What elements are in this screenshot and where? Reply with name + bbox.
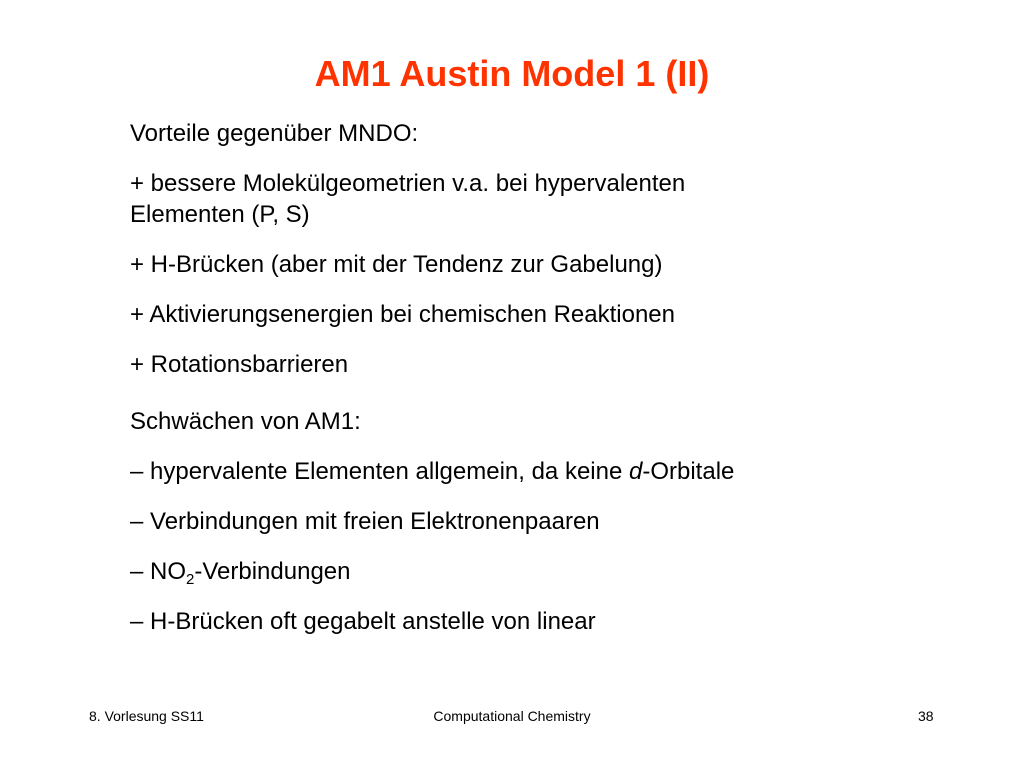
weakness-item [130, 456, 890, 487]
weakness-item: – Verbindungen mit freien Elektronenpaaren [130, 508, 600, 535]
weakness-text: – hypervalente Elementen allgemein, da keine [130, 458, 629, 485]
slide-body [130, 118, 890, 637]
advantage-item: + bessere Molekülgeometrien v.a. bei hypervalenten [130, 170, 686, 197]
advantages-heading: Vorteile gegenüber MNDO: [130, 120, 419, 147]
advantage-item: + H-Brücken (aber mit der Tendenz zur Gabelung) [130, 251, 663, 278]
footer-lecture: 8. Vorlesung SS11 [89, 708, 204, 724]
advantage-item: + Rotationsbarrieren [130, 351, 349, 378]
weakness-text: – NO [130, 558, 187, 585]
weakness-item: – H-Brücken oft gegabelt anstelle von linear [130, 608, 596, 635]
weaknesses-heading: Schwächen von AM1: [130, 408, 361, 435]
advantage-item: + Aktivierungsenergien bei chemischen Reaktionen [130, 301, 676, 328]
weakness-italic-letter: d [628, 458, 643, 485]
advantage-item-continuation: Elementen (P, S) [130, 201, 310, 228]
footer-page-number: 38 [918, 708, 934, 724]
weakness-text: -Orbitale [642, 458, 735, 485]
weakness-item [130, 556, 890, 587]
footer-course: Computational Chemistry [433, 708, 591, 724]
weakness-text: -Verbindungen [194, 558, 351, 585]
subscript: 2 [186, 571, 195, 588]
slide-title: AM1 Austin Model 1 (II) [314, 53, 710, 94]
